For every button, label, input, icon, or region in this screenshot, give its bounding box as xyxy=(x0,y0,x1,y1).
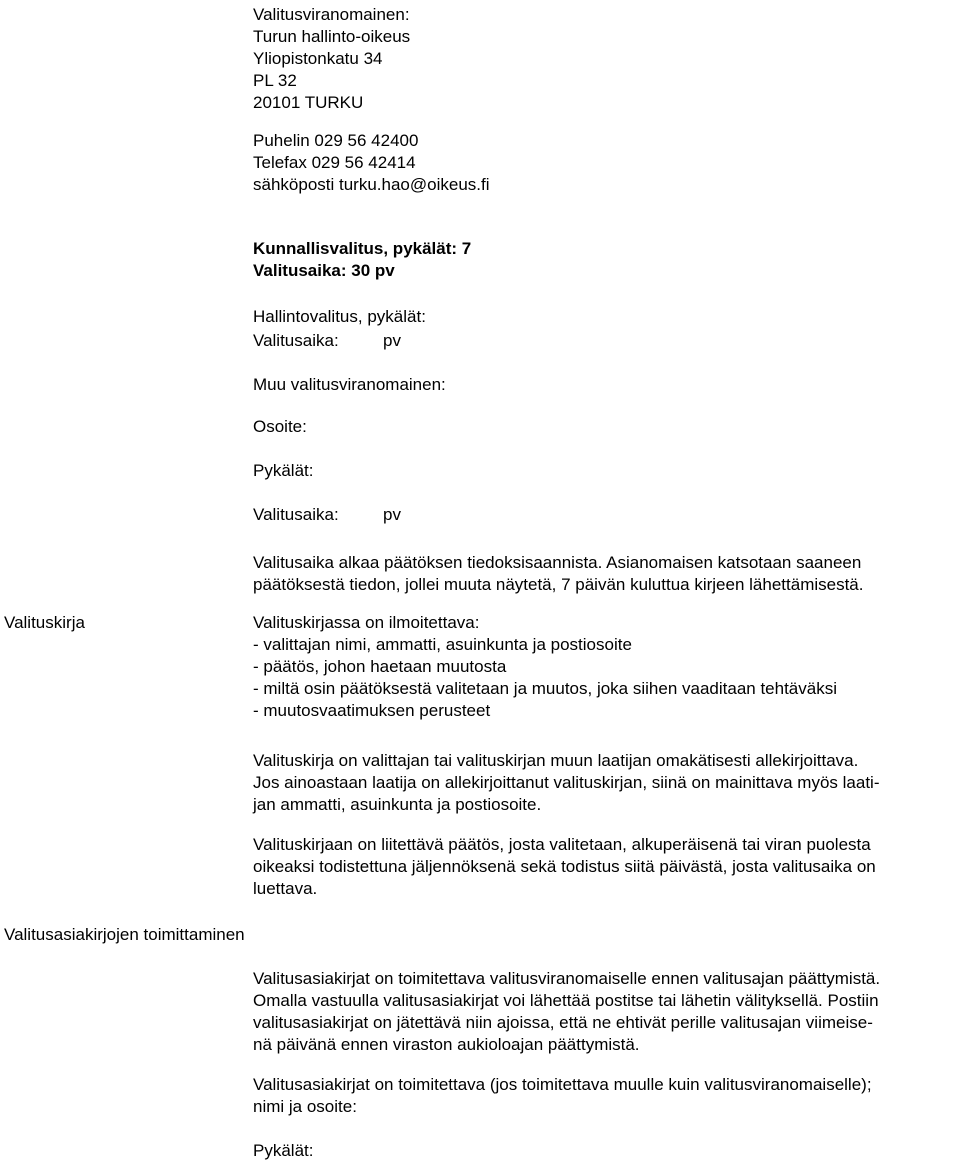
appeal-letter-heading: Valituskirja xyxy=(4,613,85,632)
municipal-appeal-block xyxy=(253,238,471,282)
authority-name: Turun hallinto-oikeus xyxy=(253,27,411,46)
paragraph-line: nimi ja osoite: xyxy=(253,1097,357,1116)
admin-appeal-period-label: Valitusaika: xyxy=(253,331,339,350)
paragraph-line: Valituskirjaan on liitettävä päätös, josta valitetaan, alkuperäisenä tai viran puolesta xyxy=(253,835,871,854)
requirement-item: - miltä osin päätöksestä valitetaan ja muutos, joka siihen vaaditaan tehtäväksi xyxy=(253,679,837,698)
requirement-item: - muutosvaatimuksen perusteet xyxy=(253,701,491,720)
delivery-heading: Valitusasiakirjojen toimittaminen xyxy=(4,925,245,944)
appeal-letter-attachment-paragraph xyxy=(253,834,876,900)
admin-appeal-period-unit: pv xyxy=(383,331,401,350)
contact-fax: Telefax 029 56 42414 xyxy=(253,153,416,172)
delivery-other-paragraph xyxy=(253,1074,872,1118)
paragraph-line: Valitusasiakirjat on toimitettava (jos toimitettava muulle kuin valitusviranomaiselle); xyxy=(253,1075,872,1094)
other-authority-address-label: Osoite: xyxy=(253,417,307,436)
paragraph-line: nä päivänä ennen viraston aukioloajan päättymistä. xyxy=(253,1035,640,1054)
municipal-appeal-sections: Kunnallisvalitus, pykälät: 7 xyxy=(253,239,472,258)
admin-appeal-sections: Hallintovalitus, pykälät: xyxy=(253,307,426,326)
contact-email: sähköposti turku.hao@oikeus.fi xyxy=(253,175,490,194)
requirement-item: - päätös, johon haetaan muutosta xyxy=(253,657,507,676)
paragraph-line: valitusasiakirjat on jätettävä niin ajoissa, että ne ehtivät perille valitusajan viimeise- xyxy=(253,1013,873,1032)
authority-po-box: PL 32 xyxy=(253,71,297,90)
other-authority-sections-label: Pykälät: xyxy=(253,461,314,480)
authority-postal: 20101 TURKU xyxy=(253,93,364,112)
appeal-letter-requirements xyxy=(253,612,837,722)
requirement-item: - valittajan nimi, ammatti, asuinkunta ja postiosoite xyxy=(253,635,632,654)
period-info xyxy=(253,552,863,596)
appeal-letter-intro: Valituskirjassa on ilmoitettava: xyxy=(253,613,480,632)
paragraph-line: jan ammatti, asuinkunta ja postiosoite. xyxy=(253,795,542,814)
authority-label: Valitusviranomainen: xyxy=(253,5,410,24)
other-authority-period-unit: pv xyxy=(383,505,401,524)
authority-street: Yliopistonkatu 34 xyxy=(253,49,383,68)
paragraph-line: Valituskirja on valittajan tai valituskirjan muun laatijan omakätisesti allekirjoittava. xyxy=(253,751,859,770)
paragraph-line: Jos ainoastaan laatija on allekirjoittanut valituskirjan, siinä on mainittava myös laati- xyxy=(253,773,880,792)
paragraph-line: luettava. xyxy=(253,879,318,898)
delivery-paragraph xyxy=(253,968,880,1056)
other-authority-label: Muu valitusviranomainen: xyxy=(253,375,446,394)
contact-block xyxy=(253,130,490,196)
period-info-line: päätöksestä tiedon, jollei muuta näytetä, 7 päivän kuluttua kirjeen lähettämisestä. xyxy=(253,575,864,594)
appeal-letter-signature-paragraph xyxy=(253,750,880,816)
period-info-line: Valitusaika alkaa päätöksen tiedoksisaannista. Asianomaisen katsotaan saaneen xyxy=(253,553,862,572)
municipal-appeal-period: Valitusaika: 30 pv xyxy=(253,261,395,280)
paragraph-line: oikeaksi todistettuna jäljennöksenä sekä todistus siitä päivästä, josta valitusaika on xyxy=(253,857,876,876)
other-authority-period-label: Valitusaika: xyxy=(253,505,339,524)
contact-phone: Puhelin 029 56 42400 xyxy=(253,131,419,150)
paragraph-line: Omalla vastuulla valitusasiakirjat voi lähettää postitse tai lähetin välityksellä. Postiin xyxy=(253,991,879,1010)
delivery-sections-label: Pykälät: xyxy=(253,1141,314,1160)
authority-block xyxy=(253,4,410,114)
paragraph-line: Valitusasiakirjat on toimitettava valitusviranomaiselle ennen valitusajan päättymistä. xyxy=(253,969,881,988)
